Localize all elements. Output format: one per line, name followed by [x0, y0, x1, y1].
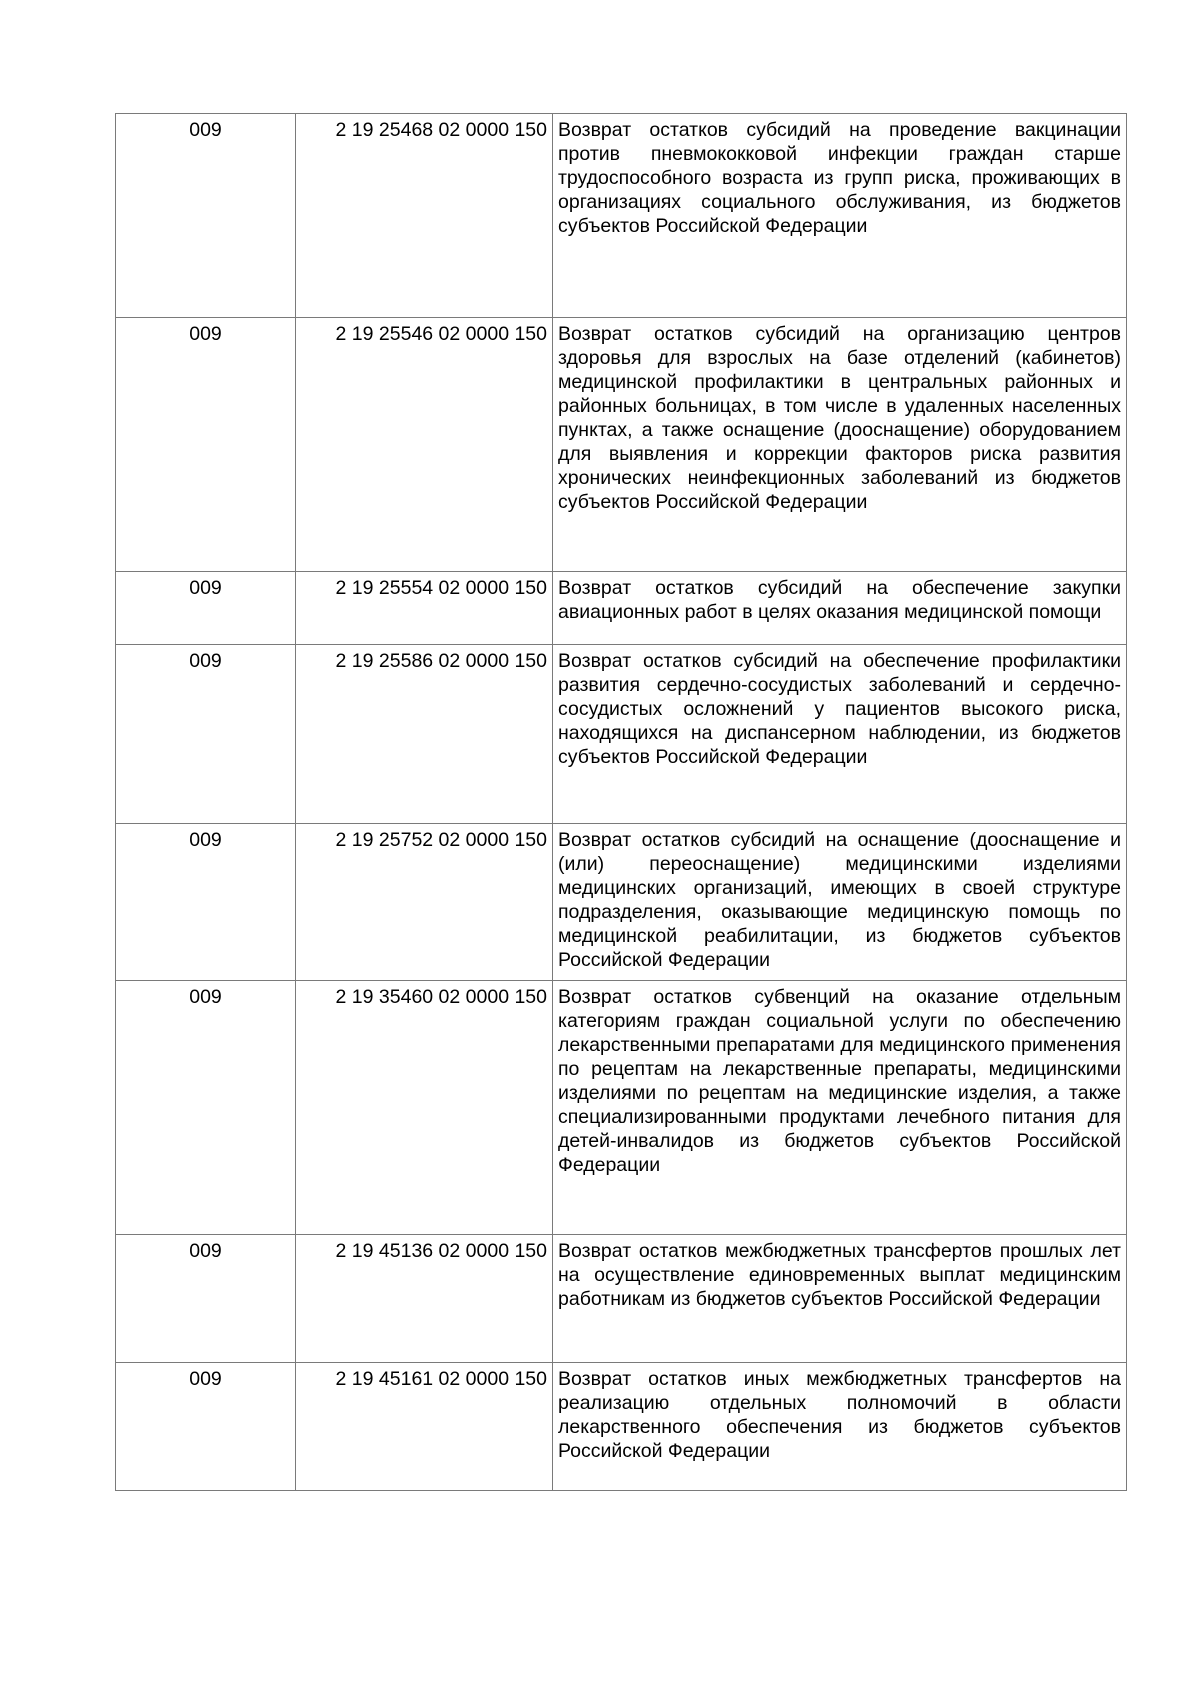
description-cell: Возврат остатков субсидий на оснащение (дооснащение и (или) переоснащение) медицинскими изделиями медицинских организаций, имеющих в своей структуре подразделения, оказывающие медицинскую помощь по медицинской реабилитации, из бюджетов субъектов Российской Федерации [553, 824, 1127, 981]
admin-code-cell: 009 [116, 318, 296, 572]
description-cell: Возврат остатков субсидий на организацию центров здоровья для взрослых на базе отделений (кабинетов) медицинской профилактики в центральных районных и районных больницах, в том числе в удаленных населенных пунктах, а также оснащение (дооснащение) оборудованием для выявления и коррекции факторов риска развития хронических неинфекционных заболеваний из бюджетов субъектов Российской Федерации [553, 318, 1127, 572]
table-row [116, 114, 1127, 318]
description-cell: Возврат остатков иных межбюджетных трансфертов на реализацию отдельных полномочий в области лекарственного обеспечения из бюджетов субъектов Российской Федерации [553, 1363, 1127, 1491]
table-row [116, 1363, 1127, 1491]
admin-code-cell: 009 [116, 1363, 296, 1491]
description-cell: Возврат остатков субвенций на оказание отдельным категориям граждан социальной услуги по обеспечению лекарственными препаратами для медицинского применения по рецептам на лекарственные препараты, медицинскими изделиями по рецептам на медицинские изделия, а также специализированными продуктами лечебного питания для детей-инвалидов из бюджетов субъектов Российской Федерации [553, 981, 1127, 1235]
admin-code-cell: 009 [116, 114, 296, 318]
budget-code-cell: 2 19 25586 02 0000 150 [296, 645, 553, 824]
table-row [116, 645, 1127, 824]
budget-code-cell: 2 19 45136 02 0000 150 [296, 1235, 553, 1363]
table-row [116, 572, 1127, 645]
description-cell: Возврат остатков субсидий на обеспечение закупки авиационных работ в целях оказания медицинской помощи [553, 572, 1127, 645]
description-cell: Возврат остатков субсидий на обеспечение профилактики развития сердечно-сосудистых заболеваний и сердечно-сосудистых осложнений у пациентов высокого риска, находящихся на диспансерном наблюдении, из бюджетов субъектов Российской Федерации [553, 645, 1127, 824]
table-row [116, 318, 1127, 572]
description-cell: Возврат остатков субсидий на проведение вакцинации против пневмококковой инфекции граждан старше трудоспособного возраста из групп риска, проживающих в организациях социального обслуживания, из бюджетов субъектов Российской Федерации [553, 114, 1127, 318]
admin-code-cell: 009 [116, 1235, 296, 1363]
budget-code-cell: 2 19 25752 02 0000 150 [296, 824, 553, 981]
budget-code-cell: 2 19 25546 02 0000 150 [296, 318, 553, 572]
admin-code-cell: 009 [116, 981, 296, 1235]
budget-code-cell: 2 19 35460 02 0000 150 [296, 981, 553, 1235]
admin-code-cell: 009 [116, 572, 296, 645]
budget-code-cell: 2 19 25468 02 0000 150 [296, 114, 553, 318]
table-row [116, 1235, 1127, 1363]
table-row [116, 981, 1127, 1235]
budget-code-cell: 2 19 45161 02 0000 150 [296, 1363, 553, 1491]
admin-code-cell: 009 [116, 645, 296, 824]
table-row [116, 824, 1127, 981]
budget-code-cell: 2 19 25554 02 0000 150 [296, 572, 553, 645]
admin-code-cell: 009 [116, 824, 296, 981]
description-cell: Возврат остатков межбюджетных трансфертов прошлых лет на осуществление единовременных выплат медицинским работникам из бюджетов субъектов Российской Федерации [553, 1235, 1127, 1363]
budget-code-table [115, 113, 1127, 1491]
